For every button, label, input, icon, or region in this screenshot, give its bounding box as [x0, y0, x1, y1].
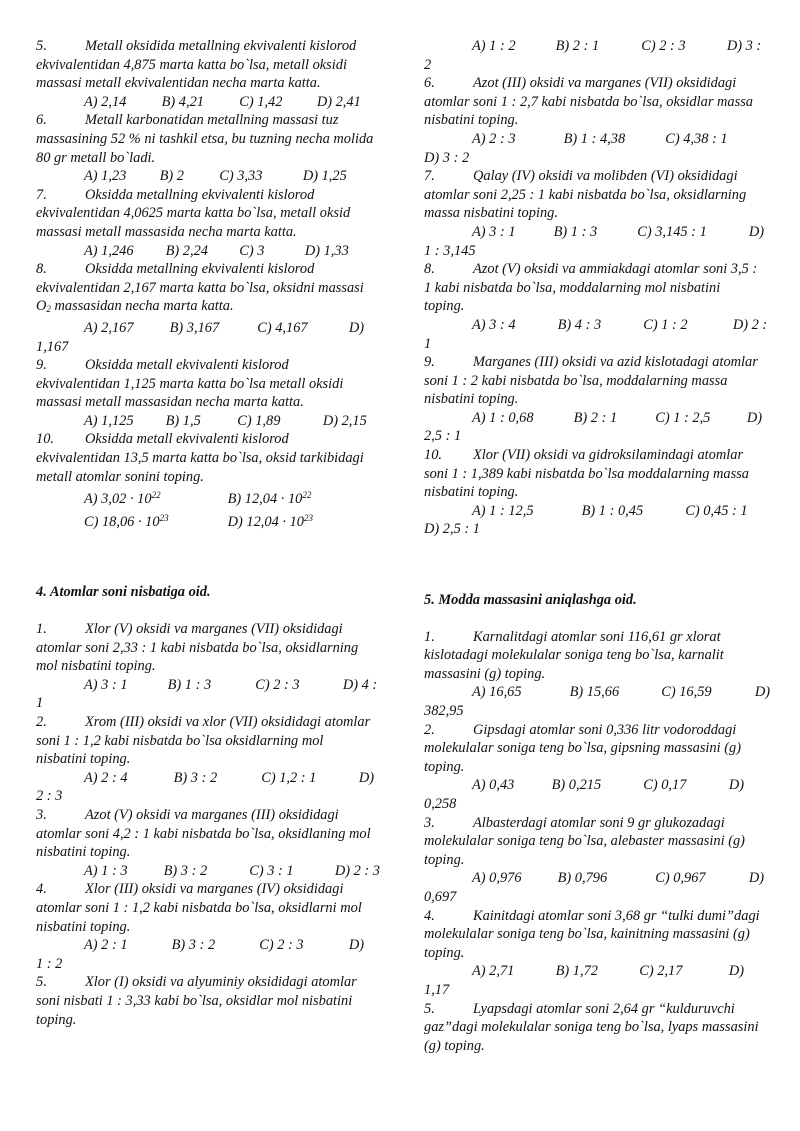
option-a: A) 1,23 [84, 168, 127, 185]
question-text: Azot (V) oksidi va marganes (III) oksididagi atomlar soni 4,2 : 1 kabi nisbatda bo`lsa, oksidlaning mol nisbatini toping. [36, 806, 371, 861]
question-number: 10. [36, 431, 54, 448]
option-d-continued: 2 [424, 56, 432, 73]
question-text: Metall oksidida metallning ekvivalenti kislorod ekvivalentidan 4,875 marta katta bo`lsa, metall oksidi massasi metall ekvivalentidan necha marta katta. [36, 38, 357, 92]
option-b: B) 4,21 [161, 93, 204, 110]
question-text: Xlor (III) oksidi va marganes (IV) oksididagi atomlar soni 1 : 1,2 kabi nisbatda bo`lsa, oksidlarni mol nisbatini toping. [36, 881, 362, 935]
question-number: 9. [424, 354, 435, 371]
option-d: D) [728, 963, 745, 980]
question-number: 7. [36, 186, 47, 203]
question-text: Karnalitdagi atomlar soni 116,61 gr xlorat kislotadagi molekulalar soniga teng bo`lsa, karnalit massasini (g) toping. [424, 628, 724, 682]
question-text: Oksidda metall ekvivalenti kislorod ekvivalentidan 13,5 marta katta bo`lsa, oksid tarkibidagi metall atomlar sonini toping. [36, 431, 364, 485]
answer-options [424, 776, 764, 795]
question-number: 5. [36, 974, 47, 991]
question-text: Lyapsdagi atomlar soni 2,64 gr “kulduruvchi gaz”dagi molekulalar soniga teng bo`lsa, lyaps massasini (g) toping. [424, 1000, 759, 1054]
option-d-continued: 1 [36, 695, 44, 712]
s4-question-5 [36, 973, 376, 1029]
option-b: B) 1,72 [555, 963, 598, 980]
question-7 [424, 167, 764, 223]
option-d-continued: 2,5 : 1 [424, 428, 462, 445]
question-text: Azot (III) oksidi va marganes (VII) oksididagi atomlar soni 1 : 2,7 kabi nisbatda bo`lsa, oksidlar massa nisbatini toping. [424, 75, 753, 129]
option-a: A) 2,167 [84, 319, 134, 336]
right-column [424, 37, 771, 1055]
question-number: 2. [36, 714, 47, 730]
option-a: A) 1 : 2 [472, 38, 516, 54]
question-text: Xrom (III) oksidi va xlor (VII) oksididagi atomlar soni 1 : 1,2 kabi nisbatda bo`lsa oksidlarning mol nisbatini toping. [36, 714, 371, 768]
question-7 [36, 186, 376, 242]
question-8 [36, 260, 376, 319]
question-text: Marganes (III) oksidi va azid kislotadagi atomlar soni 1 : 2 kabi nisbatda bo`lsa, moddalarning massa nisbatini toping. [424, 354, 758, 408]
question-6 [424, 74, 764, 130]
option-d-continued: 0,258 [424, 795, 457, 812]
question-10 [36, 430, 376, 486]
option-a: A) 3 : 4 [472, 316, 516, 333]
question-number: 6. [36, 112, 47, 129]
question-8 [424, 260, 764, 316]
answer-options [424, 316, 768, 335]
option-b: B) 1 : 3 [167, 676, 212, 693]
s5-question-1 [424, 628, 764, 684]
question-number: 3. [424, 814, 435, 831]
question-text-end: massasidan necha marta katta. [50, 298, 234, 315]
question-text: Azot (V) oksidi va ammiakdagi atomlar soni 3,5 : 1 kabi nisbatda bo`lsa, moddalarning mol nisbatini toping. [424, 261, 758, 315]
question-text: Kainitdagi atomlar soni 3,68 gr “tulki dumi”dagi molekulalar soniga teng bo`lsa, kainitning massasini (g) toping. [424, 907, 760, 961]
question-text: Albasterdagi atomlar soni 9 gr glukozadagi molekulalar soniga teng bo`lsa, alebaster massasini (g) toping. [424, 814, 745, 868]
option-d: D) [746, 409, 763, 426]
option-c: C) 1 : 2 [643, 316, 688, 333]
option-b: B) 3 : 2 [171, 937, 216, 954]
option-b: B) 4 : 3 [557, 316, 602, 333]
question-number: 2. [424, 721, 435, 738]
option-b: B) 1,5 [165, 412, 201, 429]
s4-question-4 [36, 880, 376, 936]
question-number: 5. [36, 38, 47, 54]
left-column [36, 37, 380, 1029]
section-5-heading: 5. Modda massasini aniqlashga oid. [424, 592, 637, 609]
option-b: B) 0,215 [551, 777, 602, 794]
option-b: B) 2 [159, 168, 184, 185]
option-c: C) $18,06 \cdot 10^{23}$ [84, 512, 169, 530]
option-d-continued: 2 : 3 [36, 788, 63, 805]
option-a: A) 2 : 1 [84, 937, 128, 954]
option-a: A) 3 : 1 [472, 223, 516, 240]
option-c: C) 2,17 [639, 963, 683, 980]
option-b: B) 15,66 [569, 684, 620, 701]
option-b: B) 1 : 4,38 [563, 130, 626, 147]
option-c: C) 1,42 [239, 93, 283, 110]
option-d: D) [748, 870, 765, 887]
option-b: B) $12,04 \cdot 10^{22}$ [227, 490, 312, 508]
option-d: D) 2,15 [322, 412, 367, 429]
option-a: A) 16,65 [472, 684, 522, 701]
option-b: B) 3 : 2 [173, 769, 218, 786]
option-b: B) 2,24 [165, 242, 208, 259]
question-number: 1. [424, 628, 435, 645]
option-b: B) 3,167 [169, 319, 220, 336]
option-c: C) 3,33 [219, 168, 263, 185]
option-d-continued: 382,95 [424, 703, 464, 719]
option-a: A) 3 : 1 [84, 676, 128, 693]
s5-question-3 [424, 814, 764, 870]
option-a: A) 2,71 [472, 963, 515, 980]
question-number: 1. [36, 621, 47, 638]
question-text: Oksidda metallning ekvivalenti kislorod ekvivalentidan 4,0625 marta katta bo`lsa, metall oksid massasi metall massasida necha marta katta. [36, 186, 351, 240]
option-b: B) 3 : 2 [163, 862, 208, 879]
question-number: 3. [36, 806, 47, 823]
answer-options [36, 93, 376, 112]
question-text: Xlor (V) oksidi va marganes (VII) oksididagi atomlar soni 2,33 : 1 kabi nisbatda bo`lsa, oksidlarning mol nisbatini toping. [36, 621, 359, 675]
question-text: Gipsdagi atomlar soni 0,336 litr vodoroddagi molekulalar soniga teng bo`lsa, gipsning massasini (g) toping. [424, 721, 741, 775]
option-a: A) 0,976 [472, 870, 522, 887]
option-c: C) 3 [239, 242, 265, 259]
option-d-continued: D) 3 : 2 [424, 149, 470, 166]
question-number: 9. [36, 357, 47, 374]
question-9 [36, 356, 376, 412]
answer-options [424, 962, 764, 981]
answer-options [36, 509, 376, 532]
option-d-continued: 0,697 [424, 888, 457, 905]
answer-options [36, 862, 380, 881]
option-a: A) 0,43 [472, 777, 515, 794]
answer-options [424, 683, 771, 702]
question-number: 4. [424, 907, 435, 924]
question-number: 5. [424, 1000, 435, 1017]
option-c: C) 1 : 2,5 [655, 409, 711, 426]
option-a: A) 2 : 4 [84, 769, 128, 786]
s5-question-5 [424, 1000, 764, 1056]
question-text: Qalay (IV) oksidi va molibden (VI) oksididagi atomlar soni 2,25 : 1 kabi nisbatda bo`lsa, oksidlarning massa nisbatini toping. [424, 168, 747, 222]
question-number: 8. [424, 261, 435, 278]
option-c: C) 3,145 : 1 [637, 223, 707, 240]
question-9 [424, 353, 764, 409]
question-6 [36, 111, 376, 167]
answer-options [36, 242, 376, 261]
s4-question-2 [36, 713, 376, 769]
option-d-continued: 1,17 [424, 981, 450, 998]
answer-options [424, 37, 764, 56]
question-5 [36, 37, 376, 93]
answer-options [36, 936, 376, 955]
option-b: B) 2 : 1 [573, 409, 618, 426]
option-b: B) 1 : 3 [553, 223, 598, 240]
option-c: C) 2 : 3 [641, 38, 686, 54]
answer-options [424, 869, 764, 888]
question-number: 6. [424, 75, 435, 92]
option-c: C) 2 : 3 [255, 676, 300, 693]
question-text: Oksidda metall ekvivalenti kislorod ekvivalentidan 1,125 marta katta bo`lsa metall oksidi massasi metall massasidan necha marta katta. [36, 357, 344, 411]
option-d: D) 2 : [732, 316, 768, 333]
question-number: 10. [424, 447, 442, 464]
option-a: A) 2,14 [84, 93, 127, 110]
subscript: 2 [46, 304, 51, 315]
option-a: A) 2 : 3 [472, 130, 516, 147]
option-d: D) 1,25 [302, 168, 347, 185]
option-c: C) 16,59 [661, 684, 712, 701]
option-a: A) 1 : 0,68 [472, 409, 534, 426]
question-number: 8. [36, 261, 47, 278]
answer-options [36, 676, 376, 695]
option-d: D) [348, 937, 365, 954]
option-c: C) 0,45 : 1 [685, 502, 748, 519]
option-a: A) 1 : 12,5 [472, 502, 534, 519]
option-b: B) 2 : 1 [555, 38, 600, 54]
option-c: C) 1,89 [237, 412, 281, 429]
section-4-heading: 4. Atomlar soni nisbatiga oid. [36, 584, 211, 601]
option-d: D) 2,41 [316, 93, 361, 110]
option-a: A) $3,02 \cdot 10^{22}$ [84, 490, 161, 508]
option-d: D) 3 : [726, 38, 762, 54]
option-d: D) [754, 684, 771, 701]
option-d: D) 4 : [342, 676, 378, 693]
answer-options [424, 223, 764, 242]
question-text: Metall karbonatidan metallning massasi tuz massasining 52 % ni tashkil etsa, bu tuzning necha molida 80 gr metall bo`ladi. [36, 112, 374, 166]
option-d: D) [358, 769, 375, 786]
option-a: A) 1,246 [84, 242, 134, 259]
option-c: C) 4,38 : 1 [665, 130, 728, 147]
option-b: B) 1 : 0,45 [581, 502, 644, 519]
option-d: D) 1,33 [304, 242, 349, 259]
s4-question-3 [36, 806, 376, 862]
option-b: B) 0,796 [557, 870, 608, 887]
s4-question-1 [36, 620, 376, 676]
option-d-continued: 1,167 [36, 338, 69, 355]
option-d: D) $12,04 \cdot 10^{23}$ [227, 512, 313, 530]
option-d-continued: D) 2,5 : 1 [424, 521, 480, 538]
option-d-continued: 1 : 3,145 [424, 242, 476, 259]
question-number: 7. [424, 168, 435, 185]
question-text: Xlor (VII) oksidi va gidroksilamindagi atomlar soni 1 : 1,389 kabi nisbatda bo`lsa moddalarning massa nisbatini toping. [424, 447, 749, 501]
answer-options [36, 319, 376, 338]
s5-question-4 [424, 907, 764, 963]
option-a: A) 1 : 3 [84, 862, 128, 879]
option-d: D) [348, 319, 365, 336]
option-c: C) 2 : 3 [259, 937, 304, 954]
answer-options [424, 502, 764, 521]
option-c: C) 1,2 : 1 [261, 769, 317, 786]
answer-options [36, 412, 376, 431]
s5-question-2 [424, 721, 764, 777]
answer-options [424, 409, 764, 428]
question-number: 4. [36, 881, 47, 898]
question-text: Oksidda metallning ekvivalenti kislorod ekvivalentidan 2,167 marta katta bo`lsa, oksidni massasi O [36, 261, 364, 315]
option-a: A) 1,125 [84, 412, 134, 429]
answer-options [36, 167, 376, 186]
option-c: C) 0,17 [643, 777, 687, 794]
answer-options [36, 769, 376, 788]
option-d-continued: 1 : 2 [36, 955, 63, 972]
option-d: D) [748, 223, 765, 240]
answer-options [36, 486, 376, 509]
option-d-continued: 1 [424, 335, 432, 352]
answer-options [424, 130, 764, 149]
question-text: Xlor (I) oksidi va alyuminiy oksididagi atomlar soni nisbati 1 : 3,33 kabi bo`lsa, oksidlar mol nisbatini toping. [36, 974, 357, 1028]
option-c: C) 4,167 [257, 319, 308, 336]
option-d: D) 2 : 3 [334, 862, 380, 879]
option-c: C) 3 : 1 [249, 862, 294, 879]
option-c: C) 0,967 [655, 870, 706, 887]
question-10 [424, 446, 764, 502]
option-d: D) [728, 777, 745, 794]
